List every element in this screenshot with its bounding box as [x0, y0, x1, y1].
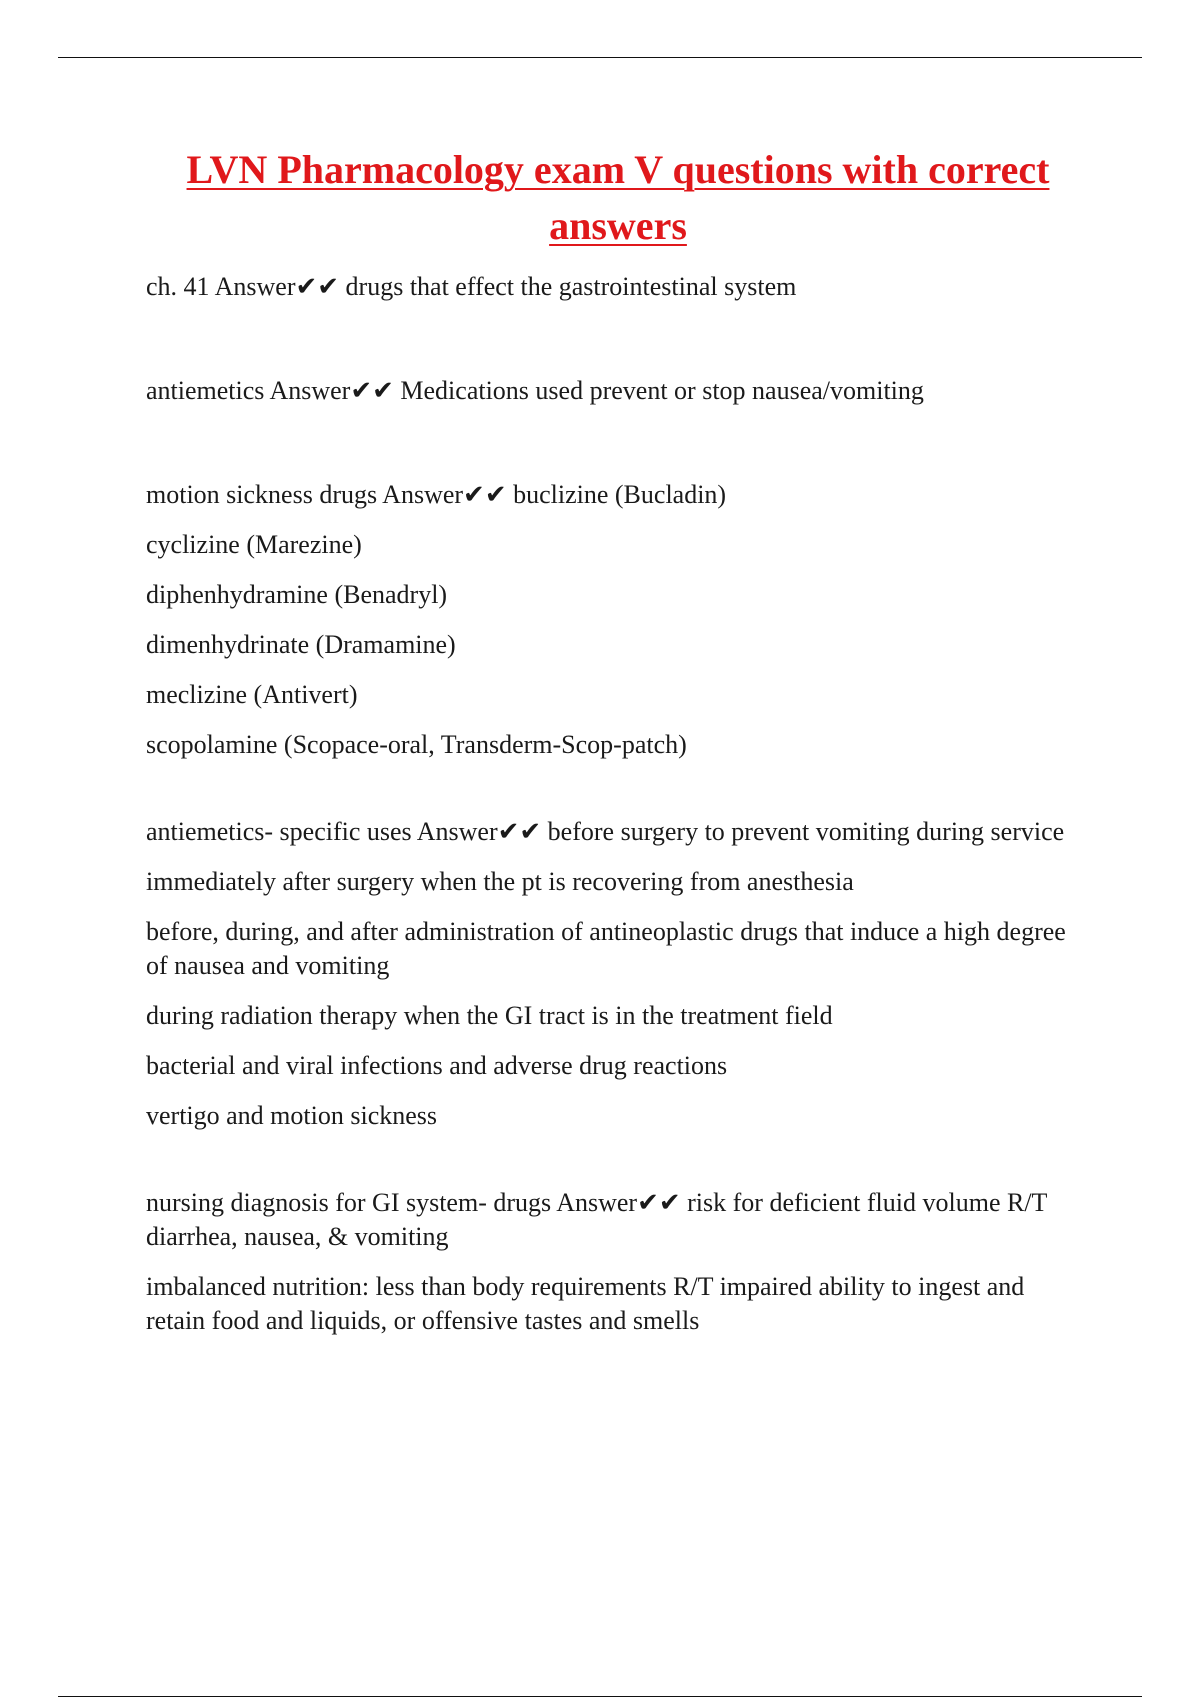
page-title: LVN Pharmacology exam V questions with correct answers — [186, 147, 1050, 248]
qa-line: meclizine (Antivert) — [146, 680, 358, 709]
qa-block-antiemetics — [146, 374, 1086, 408]
qa-line: immediately after surgery when the pt is recovering from anesthesia — [146, 867, 854, 896]
qa-line: bacterial and viral infections and adverse drug reactions — [146, 1051, 728, 1080]
qa-block-motion-sickness — [146, 478, 1086, 762]
top-rule — [58, 57, 1142, 58]
qa-block-ch41 — [146, 270, 1086, 304]
qa-line: antiemetics Answer✔✔ Medications used prevent or stop nausea/vomiting — [146, 376, 924, 405]
qa-line: ch. 41 Answer✔✔ drugs that effect the gastrointestinal system — [146, 272, 797, 301]
qa-line: cyclizine (Marezine) — [146, 530, 362, 559]
qa-line: scopolamine (Scopace-oral, Transderm-Scop-patch) — [146, 730, 687, 759]
qa-line: diphenhydramine (Benadryl) — [146, 580, 448, 609]
qa-line: motion sickness drugs Answer✔✔ buclizine (Bucladin) — [146, 480, 727, 509]
qa-line: nursing diagnosis for GI system- drugs Answer✔✔ risk for deficient fluid volume R/T diarrhea, nausea, & vomiting — [146, 1188, 1047, 1251]
qa-line: before, during, and after administration of antineoplastic drugs that induce a high degree of nausea and vomiting — [146, 917, 1066, 980]
qa-block-nursing-diagnosis — [146, 1186, 1086, 1338]
qa-line: vertigo and motion sickness — [146, 1101, 438, 1130]
qa-block-antiemetic-uses — [146, 815, 1086, 1133]
qa-line: during radiation therapy when the GI tract is in the treatment field — [146, 1001, 833, 1030]
qa-line: imbalanced nutrition: less than body requirements R/T impaired ability to ingest and retain food and liquids, or offensive tastes and smells — [146, 1272, 1025, 1335]
bottom-rule — [58, 1696, 1142, 1697]
document-body — [146, 270, 1086, 1354]
qa-line: antiemetics- specific uses Answer✔✔ before surgery to prevent vomiting during service — [146, 817, 1065, 846]
qa-line: dimenhydrinate (Dramamine) — [146, 630, 456, 659]
